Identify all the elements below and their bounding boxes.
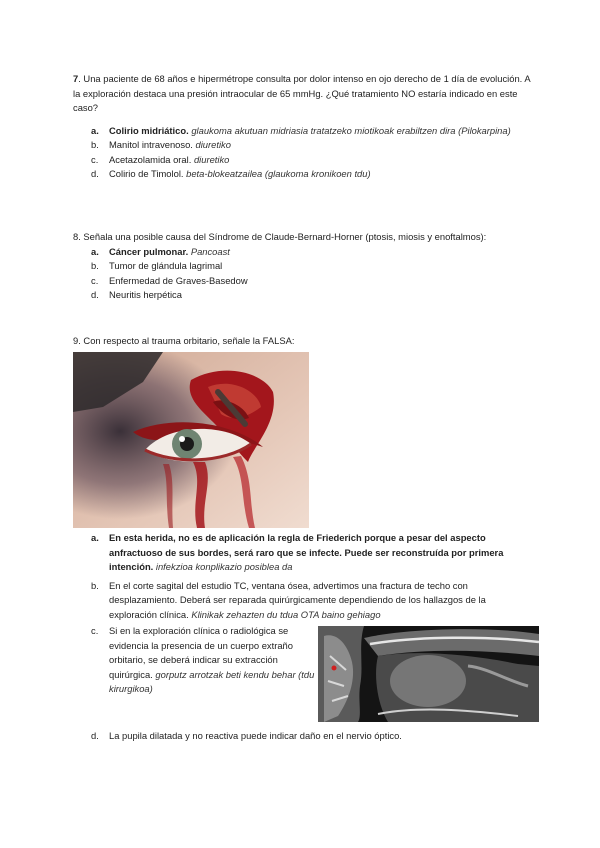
- question-8: [73, 230, 533, 303]
- option-text: En esta herida, no es de aplicación la regla de Friederich porque a pesar del aspecto anfractuoso de sus bordes, será raro que se infecte. Puede ser reconstruída por primera intención.: [109, 532, 504, 572]
- option-text: Colirio de Timolol.: [109, 168, 184, 179]
- question-9-options: [73, 531, 533, 622]
- option-note: Pancoast: [190, 245, 230, 257]
- option-note: Klinikak zehazten du tdua OTA baino gehiago: [191, 608, 381, 620]
- option-letter: c.: [91, 625, 99, 636]
- option-note: glaukoma akutuan midriasia tratatzeko miotikoak erabiltzen dira (Pilokarpina): [191, 124, 511, 136]
- option-note: gorputz arrotzak beti kendu behar (tdu kirurgikoa): [109, 668, 315, 694]
- option-text: En el corte sagital del estudio TC, ventana ósea, advertimos una fractura de techo con desplazamiento. Deberá ser reparada quirúrgicamente dependiendo de los hallazgos de la exploración clínica.: [109, 579, 486, 620]
- question-9-option-d: [73, 729, 569, 744]
- option-letter: d.: [91, 168, 99, 179]
- ct-sagittal-image: [318, 626, 539, 722]
- question-7-options: [73, 124, 533, 182]
- option-letter: a.: [91, 124, 99, 136]
- question-9-text: 9. Con respecto al trauma orbitario, señale la FALSA:: [73, 335, 295, 346]
- option-text: Neuritis herpética: [109, 289, 182, 300]
- option-text: Si en la exploración clínica o radiológica se evidencia la presencia de un cuerpo extraño orbitario, se deberá indicar su extracción quirúrgica.: [109, 625, 293, 680]
- question-8-option-b: [73, 259, 533, 274]
- option-letter: b.: [91, 260, 99, 271]
- option-letter: d.: [91, 289, 99, 300]
- question-7-option-d: [73, 167, 533, 182]
- option-text: Acetazolamida oral.: [109, 153, 192, 165]
- question-7-text: [73, 72, 533, 116]
- question-8-text: 8. Señala una posible causa del Síndrome de Claude-Bernard-Horner (ptosis, miosis y enoftalmos):: [73, 231, 487, 242]
- orbital-wound-photo: [73, 352, 309, 528]
- option-letter: c.: [91, 274, 99, 286]
- option-letter: d.: [91, 730, 99, 741]
- question-9-option-b: [73, 579, 533, 623]
- question-8-options: [73, 245, 533, 303]
- question-9-option-c: [73, 624, 324, 697]
- option-letter: a.: [91, 532, 99, 543]
- option-letter: b.: [91, 579, 99, 591]
- option-text: Enfermedad de Graves-Basedow: [109, 274, 248, 286]
- option-letter: b.: [91, 139, 99, 150]
- option-text: Tumor de glándula lagrimal: [109, 260, 223, 271]
- option-note: infekzioa konplikazio posiblea da: [155, 561, 293, 572]
- question-7-option-b: [73, 138, 533, 153]
- option-note: diuretiko: [193, 153, 230, 165]
- question-7-option-c: [73, 153, 533, 168]
- option-text: Manitol intravenoso.: [109, 139, 193, 150]
- option-text: Cáncer pulmonar.: [109, 245, 189, 257]
- question-7: [73, 72, 533, 182]
- question-9-option-a: [73, 531, 533, 575]
- question-8-option-a: [73, 245, 533, 260]
- option-text: La pupila dilatada y no reactiva puede indicar daño en el nervio óptico.: [109, 730, 402, 741]
- option-note: diuretiko: [195, 139, 231, 150]
- option-note: beta-blokeatzailea (glaukoma kronikoen tdu): [186, 168, 371, 179]
- option-text: Colirio midriático.: [109, 124, 189, 136]
- question-7-number: 7: [73, 73, 79, 84]
- question-8-option-c: [73, 274, 533, 289]
- option-letter: c.: [91, 153, 99, 165]
- question-8-option-d: [73, 288, 533, 303]
- question-7-option-a: [73, 124, 533, 139]
- question-9: [73, 334, 533, 349]
- option-letter: a.: [91, 245, 99, 257]
- question-7-stem: . Una paciente de 68 años e hipermétrope consulta por dolor intenso en ojo derecho de 1 día de evolución. A la exploración destaca una presión intraocular de 65 mmHg. ¿Qué tratamiento NO estaría indicado en este caso?: [73, 73, 531, 113]
